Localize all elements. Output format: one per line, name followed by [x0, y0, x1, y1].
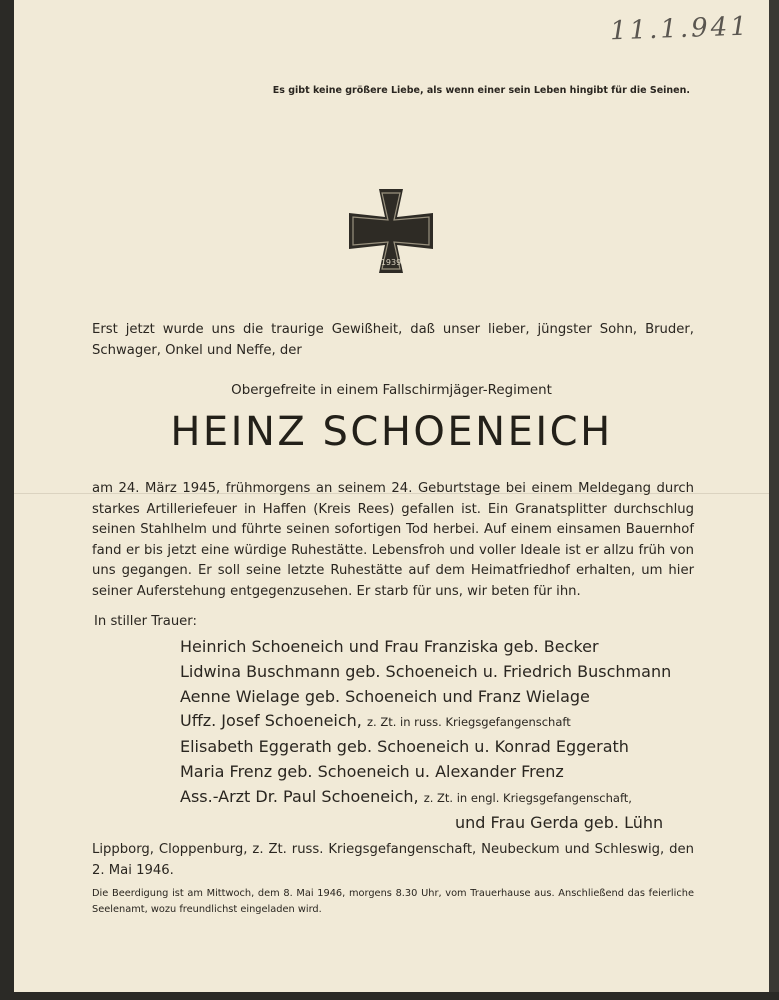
- mourner-entry: Ass.-Arzt Dr. Paul Schoeneich, z. Zt. in engl. Kriegsgefangenschaft,: [180, 786, 632, 806]
- military-rank: Obergefreite in einem Fallschirmjäger-Regiment: [231, 383, 552, 398]
- mourner-entry: Uffz. Josef Schoeneich, z. Zt. in russ. Kriegsgefangenschaft: [180, 711, 571, 731]
- mourner-entry: Elisabeth Eggerath geb. Schoeneich u. Konrad Eggerath: [180, 737, 629, 757]
- mourner-entry: Heinrich Schoeneich und Frau Franziska geb. Becker: [180, 637, 599, 656]
- svg-text:1939: 1939: [380, 258, 402, 267]
- mourners-list: [180, 635, 700, 835]
- mourner-entry: Aenne Wielage geb. Schoeneich und Franz Wielage: [180, 686, 590, 706]
- mourner-note: z. Zt. in engl. Kriegsgefangenschaft,: [423, 790, 632, 805]
- place-and-date: Lippborg, Cloppenburg, z. Zt. russ. Kriegsgefangenschaft, Neubeckum und Schleswig, den 2. Mai 1946.: [92, 842, 694, 878]
- burial-info: Die Beerdigung ist am Mittwoch, dem 8. Mai 1946, morgens 8.30 Uhr, vom Trauerhause aus. Anschließend das feierliche Seelenamt, wozu freundlichst eingeladen wird.: [92, 888, 694, 915]
- mourner-entry: Lidwina Buschmann geb. Schoeneich u. Friedrich Buschmann: [180, 661, 672, 681]
- scan-border-left: [0, 0, 14, 1000]
- handwritten-date: 11.1.941: [609, 11, 751, 47]
- scan-border-right: [769, 0, 779, 1000]
- scan-border-bottom: [0, 992, 779, 1000]
- motto: Es gibt keine größere Liebe, als wenn einer sein Leben hingibt für die Seinen.: [272, 85, 690, 96]
- deceased-name: HEINZ SCHOENEICH: [170, 409, 613, 455]
- mourning-label: In stiller Trauer:: [94, 614, 197, 629]
- death-notice-card: [14, 0, 769, 992]
- mourner-note: z. Zt. in russ. Kriegsgefangenschaft: [366, 715, 571, 730]
- mourner-entry: und Frau Gerda geb. Lühn: [455, 812, 664, 832]
- mourner-entry: Maria Frenz geb. Schoeneich u. Alexander Frenz: [180, 761, 564, 781]
- iron-cross-icon: [347, 187, 435, 275]
- intro-text: Erst jetzt wurde uns die traurige Gewißheit, daß unser lieber, jüngster Sohn, Bruder, Schwager, Onkel und Neffe, der: [92, 322, 694, 358]
- circumstances-text: am 24. März 1945, frühmorgens an seinem 24. Geburtstage bei einem Meldegang durch starkes Artilleriefeuer in Haffen (Kreis Rees) gefallen ist. Ein Granatsplitter durchschlug seinen Stahlhelm und führte seinen sofortigen Tod herbei. Auf einem einsamen Bauernhof fand er bis jetzt eine würdige Ruhestätte. Lebensfroh und voller Ideale ist er allzu früh von uns gegangen. Er soll seine letzte Ruhestätte auf dem Heimatfriedhof erhalten, um hier seiner Auferstehung entgegenzusehen. Er starb für uns, wir beten für ihn.: [92, 481, 694, 599]
